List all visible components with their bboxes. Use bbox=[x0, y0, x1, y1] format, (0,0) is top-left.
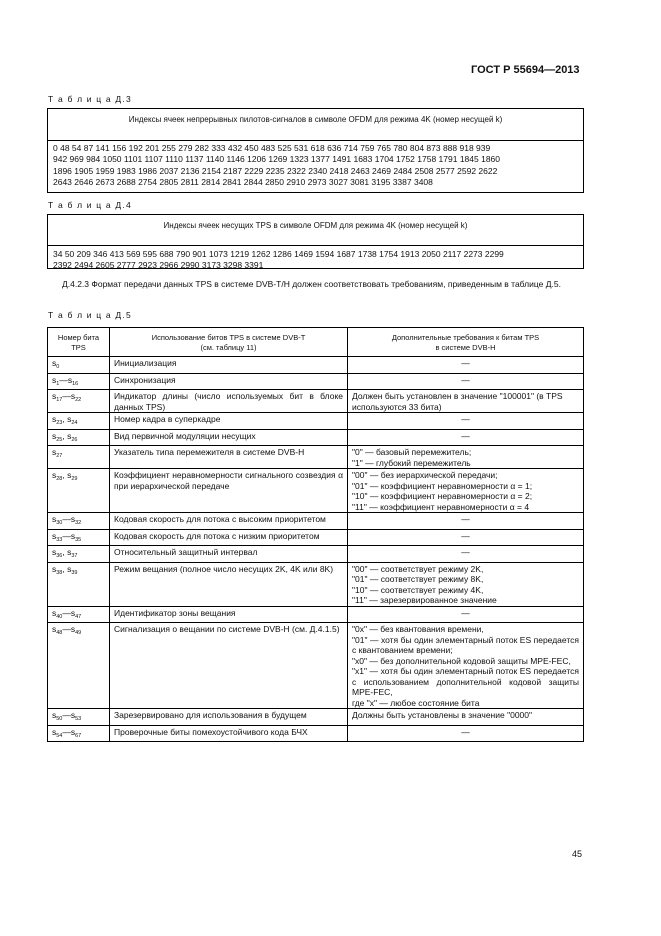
table-d4-caption: Т а б л и ц а Д.4 bbox=[48, 200, 132, 210]
table-row bbox=[48, 606, 584, 623]
table-d3 bbox=[47, 108, 584, 193]
extra-requirements-cell: "0x" — без квантования времени, "01" — хотя бы один элементарный поток ES передается с квантованием времени; "x0" — без дополнительной кодовой защиты MPE-FEC, "x1" — хотя бы один элементарный поток ES передается с использованием дополнительной кодовой защиты MPE-FEC, где "x" — любое состояние бита bbox=[348, 623, 584, 709]
usage-cell: Режим вещания (полное число несущих 2K, 4K или 8K) bbox=[110, 562, 348, 606]
table-d3-body bbox=[48, 141, 583, 188]
usage-cell: Кодовая скорость для потока с высоким приоритетом bbox=[110, 513, 348, 530]
usage-cell: Относительный защитный интервал bbox=[110, 546, 348, 563]
table-d3-line: 1896 1905 1959 1983 1986 2037 2136 2154 2187 2229 2235 2322 2340 2418 2463 2469 2484 2508 2577 2592 2622 bbox=[53, 165, 498, 176]
extra-requirements-cell: — bbox=[348, 529, 584, 546]
extra-requirements-cell: — bbox=[348, 357, 584, 374]
table-row bbox=[48, 513, 584, 530]
bit-number-cell: $s_{23}$, $s_{24}$ bbox=[48, 413, 110, 430]
bit-number-cell: $s_{54}—s_{67}$ bbox=[48, 725, 110, 742]
bit-number-cell: $s_{17}—s_{22}$ bbox=[48, 390, 110, 413]
column-header-bit: Номер бита TPS bbox=[48, 328, 110, 357]
bit-number-cell: $s_{40}—s_{47}$ bbox=[48, 606, 110, 623]
usage-cell: Номер кадра в суперкадре bbox=[110, 413, 348, 430]
table-row bbox=[48, 390, 584, 413]
table-d4-body bbox=[48, 246, 583, 272]
bit-number-cell: $s_{33}—s_{35}$ bbox=[48, 529, 110, 546]
extra-requirements-cell: — bbox=[348, 546, 584, 563]
table-d3-heading: Индексы ячеек непрерывных пилотов-сигналов в символе OFDM для режима 4K (номер несущей k) bbox=[48, 109, 583, 141]
bit-number-cell: $s_0$ bbox=[48, 357, 110, 374]
usage-cell: Коэффициент неравномерности сигнального созвездия α при иерархической передаче bbox=[110, 469, 348, 513]
page-number: 45 bbox=[572, 849, 583, 859]
table-row bbox=[48, 413, 584, 430]
extra-requirements-cell: Должен быть установлен в значение "100001" (в TPS используются 33 бита) bbox=[348, 390, 584, 413]
usage-cell: Идентификатор зоны вещания bbox=[110, 606, 348, 623]
bit-number-cell: $s_{30}—s_{32}$ bbox=[48, 513, 110, 530]
table-row bbox=[48, 546, 584, 563]
table-d4 bbox=[47, 214, 584, 269]
table-d3-line: 2643 2646 2673 2688 2754 2805 2811 2814 2841 2844 2850 2910 2973 3027 3081 3195 3387 3408 bbox=[53, 176, 433, 187]
extra-requirements-cell: — bbox=[348, 373, 584, 390]
usage-cell: Инициализация bbox=[110, 357, 348, 374]
table-row bbox=[48, 562, 584, 606]
table-d5-body bbox=[48, 357, 584, 742]
table-d5-header-row bbox=[48, 328, 584, 357]
table-row bbox=[48, 373, 584, 390]
table-row bbox=[48, 429, 584, 446]
table-d4-line: 2392 2494 2605 2777 2923 2966 2990 3173 3298 3391 bbox=[53, 260, 264, 271]
usage-cell: Вид первичной модуляции несущих bbox=[110, 429, 348, 446]
paragraph-d423: Д.4.2.3 Формат передачи данных TPS в системе DVB-T/H должен соответствовать требованиям, приведенным в таблице Д.5. bbox=[62, 279, 561, 289]
usage-cell: Сигнализация о вещании по системе DVB-H (см. Д.4.1.5) bbox=[110, 623, 348, 709]
table-row bbox=[48, 446, 584, 469]
usage-cell: Индикатор длины (число используемых бит в блоке данных TPS) bbox=[110, 390, 348, 413]
usage-cell: Проверочные биты помехоустойчивого кода БЧХ bbox=[110, 725, 348, 742]
table-row bbox=[48, 357, 584, 374]
document-id: ГОСТ Р 55694—2013 bbox=[471, 64, 580, 76]
extra-requirements-cell: — bbox=[348, 725, 584, 742]
bit-number-cell: $s_{27}$ bbox=[48, 446, 110, 469]
column-header-extra: Дополнительные требования к битам TPS в системе DVB-H bbox=[348, 328, 584, 357]
bit-number-cell: $s_{25}$, $s_{26}$ bbox=[48, 429, 110, 446]
column-header-usage: Использование битов TPS в системе DVB-T (см. таблицу 11) bbox=[110, 328, 348, 357]
table-d4-line: 34 50 209 346 413 569 595 688 790 901 1073 1219 1262 1286 1469 1594 1687 1738 1754 1913 2050 2117 2273 2299 bbox=[53, 249, 504, 259]
table-d3-line: 942 969 984 1050 1101 1107 1110 1137 1140 1146 1206 1269 1323 1377 1491 1683 1704 1752 1758 1791 1845 1860 bbox=[53, 154, 500, 165]
usage-cell: Синхронизация bbox=[110, 373, 348, 390]
extra-requirements-cell: Должны быть установлены в значение "0000" bbox=[348, 709, 584, 726]
extra-requirements-cell: — bbox=[348, 606, 584, 623]
bit-number-cell: $s_{50}—s_{53}$ bbox=[48, 709, 110, 726]
usage-cell: Кодовая скорость для потока с низким приоритетом bbox=[110, 529, 348, 546]
extra-requirements-cell: "00" — соответствует режиму 2K, "01" — соответствует режиму 8K, "10" — соответствует режиму 4K, "11" — зарезервированное значение bbox=[348, 562, 584, 606]
bit-number-cell: $s_{48}—s_{49}$ bbox=[48, 623, 110, 709]
table-d3-line: 0 48 54 87 141 156 192 201 255 279 282 333 432 450 483 525 531 618 636 714 759 765 780 804 873 888 918 939 bbox=[53, 143, 491, 153]
table-row bbox=[48, 725, 584, 742]
table-row bbox=[48, 709, 584, 726]
extra-requirements-cell: — bbox=[348, 429, 584, 446]
usage-cell: Указатель типа перемежителя в системе DVB-H bbox=[110, 446, 348, 469]
table-d3-caption: Т а б л и ц а Д.3 bbox=[48, 94, 132, 104]
extra-requirements-cell: "00" — без иерархической передачи; "01" — коэффициент неравномерности α = 1; "10" — коэффициент неравномерности α = 2; "11" — коэффициент неравномерности α = 4 bbox=[348, 469, 584, 513]
bit-number-cell: $s_{28}$, $s_{29}$ bbox=[48, 469, 110, 513]
extra-requirements-cell: — bbox=[348, 513, 584, 530]
usage-cell: Зарезервировано для использования в будущем bbox=[110, 709, 348, 726]
bit-number-cell: $s_1—s_{16}$ bbox=[48, 373, 110, 390]
bit-number-cell: $s_{38}$, $s_{39}$ bbox=[48, 562, 110, 606]
table-d5 bbox=[47, 327, 584, 742]
table-row bbox=[48, 469, 584, 513]
extra-requirements-cell: — bbox=[348, 413, 584, 430]
table-row bbox=[48, 623, 584, 709]
table-d5-caption: Т а б л и ц а Д.5 bbox=[48, 310, 132, 320]
extra-requirements-cell: "0" — базовый перемежитель; "1" — глубокий перемежитель bbox=[348, 446, 584, 469]
bit-number-cell: $s_{36}$, $s_{37}$ bbox=[48, 546, 110, 563]
table-d4-heading: Индексы ячеек несущих TPS в символе OFDM для режима 4K (номер несущей k) bbox=[48, 215, 583, 246]
table-row bbox=[48, 529, 584, 546]
